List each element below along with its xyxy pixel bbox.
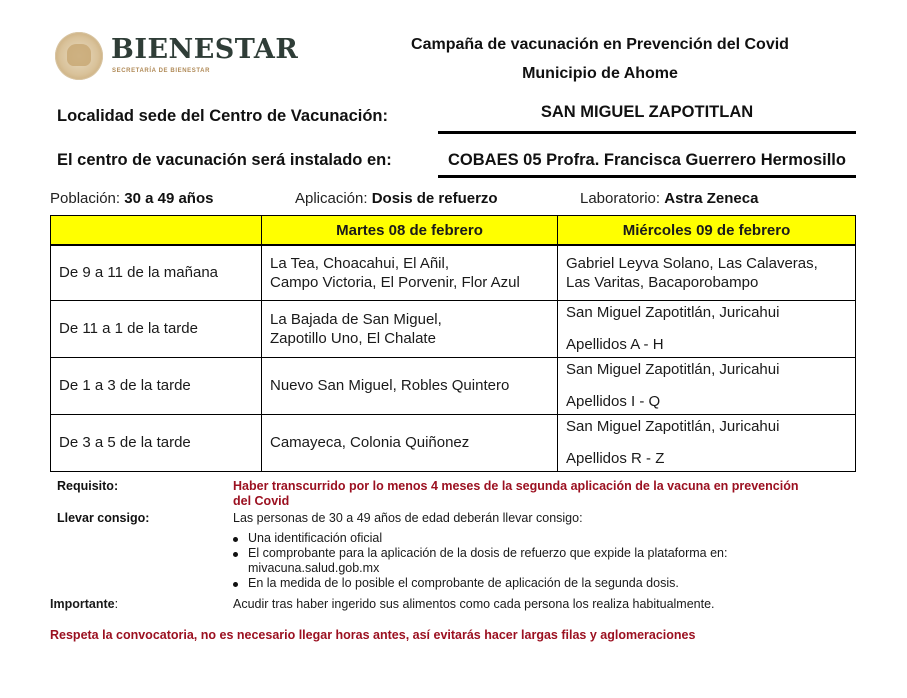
martes-line: Zapotillo Uno, El Chalate <box>270 329 436 347</box>
list-item <box>230 531 860 546</box>
martes-line: Campo Victoria, El Porvenir, Flor Azul <box>270 273 520 291</box>
table-row <box>51 414 856 471</box>
requirements-list <box>230 531 860 591</box>
importante-text: Acudir tras haber ingerido sus alimentos como cada persona los realiza habitualmente. <box>233 597 715 611</box>
requisito-line: del Covid <box>233 494 290 508</box>
schedule-table <box>50 215 856 472</box>
martes-line: La Tea, Choacahui, El Añil, <box>270 254 450 272</box>
importante-label <box>50 597 118 611</box>
time-cell: De 11 a 1 de la tarde <box>51 300 262 357</box>
item-text: El comprobante para la aplicación de la dosis de refuerzo que expide la plataforma en: <box>248 546 728 560</box>
miercoles-line: Gabriel Leyva Solano, Las Calaveras, <box>566 254 818 272</box>
importante-colon: : <box>114 597 119 611</box>
poblacion-info <box>50 190 213 207</box>
miercoles-cell <box>558 357 856 414</box>
list-item <box>230 576 860 591</box>
table-row <box>51 245 856 300</box>
brand-name: BIENESTAR <box>111 34 299 65</box>
llevar-label: Llevar consigo: <box>57 511 150 525</box>
time-cell: De 1 a 3 de la tarde <box>51 357 262 414</box>
requisito-text <box>233 479 863 509</box>
localidad-underline <box>438 131 856 134</box>
martes-cell <box>262 245 558 300</box>
item-text: En la medida de lo posible el comprobante de aplicación de la segunda dosis. <box>248 576 679 590</box>
title-campaign: Campaña de vacunación en Prevención del Covid <box>411 36 789 53</box>
header-time <box>51 216 262 246</box>
requisito-line: Haber transcurrido por lo menos 4 meses de la segunda aplicación de la vacuna en prevención <box>233 479 799 493</box>
miercoles-cell <box>558 300 856 357</box>
table-row <box>51 357 856 414</box>
aplicacion-value: Dosis de refuerzo <box>371 190 498 207</box>
miercoles-line: San Miguel Zapotitlán, Juricahui <box>566 360 780 378</box>
time-cell: De 3 a 5 de la tarde <box>51 414 262 471</box>
laboratorio-info <box>580 190 758 207</box>
miercoles-line: San Miguel Zapotitlán, Juricahui <box>566 417 780 435</box>
martes-cell <box>262 414 558 471</box>
header-martes: Martes 08 de febrero <box>262 216 558 246</box>
miercoles-line: San Miguel Zapotitlán, Juricahui <box>566 303 780 321</box>
centro-value: COBAES 05 Profra. Francisca Guerrero Hermosillo <box>448 151 846 169</box>
miercoles-line: Las Varitas, Bacaporobampo <box>566 273 759 291</box>
miercoles-cell <box>558 414 856 471</box>
laboratorio-value: Astra Zeneca <box>664 190 759 207</box>
list-item <box>230 546 860 576</box>
header-miercoles: Miércoles 09 de febrero <box>558 216 856 246</box>
localidad-label: Localidad sede del Centro de Vacunación: <box>57 107 388 125</box>
poblacion-label: Población: <box>50 190 121 207</box>
item-text: Una identificación oficial <box>248 531 383 545</box>
bienestar-logo <box>55 30 299 85</box>
footer-notice: Respeta la convocatoria, no es necesario llegar horas antes, así evitarás hacer largas filas y aglomeraciones <box>50 628 696 642</box>
time-cell: De 9 a 11 de la mañana <box>51 245 262 300</box>
apellidos-range: Apellidos R - Z <box>566 449 665 467</box>
title-municipality: Municipio de Ahome <box>522 65 678 82</box>
importante-label-text: Importante <box>50 597 115 611</box>
miercoles-cell <box>558 245 856 300</box>
coat-of-arms-icon <box>55 32 103 80</box>
apellidos-range: Apellidos A - H <box>566 335 664 353</box>
requisito-label: Requisito: <box>57 479 119 493</box>
poblacion-value: 30 a 49 años <box>124 190 214 207</box>
martes-cell <box>262 300 558 357</box>
llevar-text: Las personas de 30 a 49 años de edad deberán llevar consigo: <box>233 511 583 525</box>
aplicacion-label: Aplicación: <box>295 190 368 207</box>
table-row <box>51 300 856 357</box>
centro-label: El centro de vacunación será instalado en: <box>57 151 392 169</box>
apellidos-range: Apellidos I - Q <box>566 392 661 410</box>
aplicacion-info <box>295 190 498 207</box>
localidad-value: SAN MIGUEL ZAPOTITLAN <box>540 103 754 121</box>
document-title <box>360 30 840 88</box>
brand-subtitle: SECRETARÍA DE BIENESTAR <box>112 68 211 74</box>
centro-underline <box>438 175 856 178</box>
martes-line: Camayeca, Colonia Quiñonez <box>270 434 470 451</box>
website-text: mivacuna.salud.gob.mx <box>248 561 380 575</box>
martes-line: La Bajada de San Miguel, <box>270 310 442 328</box>
martes-line: Nuevo San Miguel, Robles Quintero <box>270 377 510 394</box>
martes-cell <box>262 357 558 414</box>
table-header-row <box>51 216 856 246</box>
laboratorio-label: Laboratorio: <box>580 190 661 207</box>
